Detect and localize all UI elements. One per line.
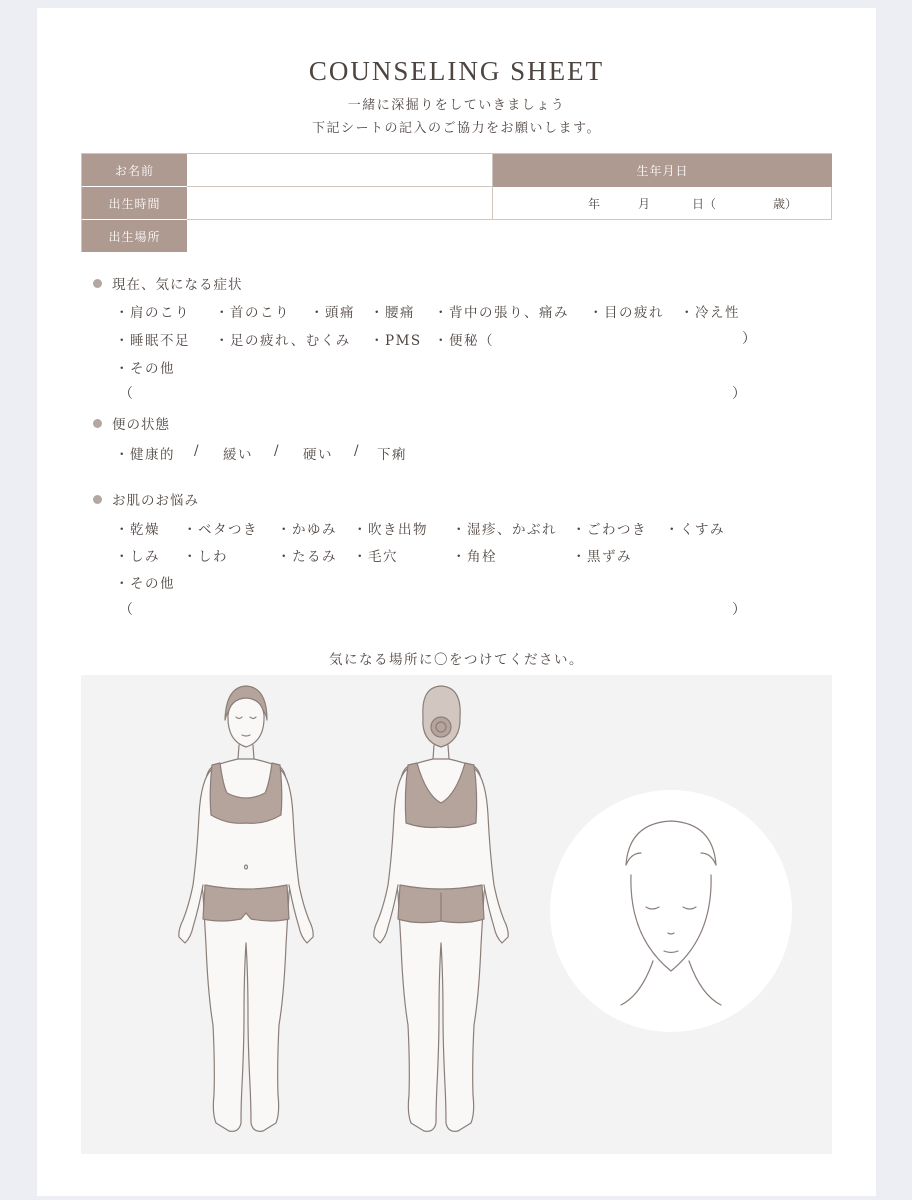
option-leg-fatigue[interactable]: ・足の疲れ、むくみ [215,333,351,349]
subtitle-line-1: 一緒に深掘りをしていきましょう [347,98,566,113]
stool-heading [93,413,170,433]
option-sleep[interactable]: ・睡眠不足 [115,333,190,349]
option-dull[interactable]: ・くすみ [665,522,725,538]
close-paren: ） [742,331,756,347]
dob-day-unit: 日（ [692,197,717,211]
bullet-dot-icon [93,279,102,288]
info-table [81,153,832,252]
skin-other-close-paren: ） [732,602,746,618]
bullet-dot-icon [93,419,102,428]
dob-label: 生年月日 [493,154,832,187]
subtitle-line-2: 下記シートの記入のご協力をお願いします。 [312,121,601,136]
separator: / [354,443,361,459]
option-back-tension[interactable]: ・背中の張り、痛み [434,305,569,321]
option-oily[interactable]: ・ベタつき [183,522,258,538]
option-backache[interactable]: ・腰痛 [370,305,415,321]
symptoms-heading-text: 現在、気になる症状 [112,277,243,293]
name-field[interactable] [187,154,493,187]
bullet-dot-icon [93,495,102,504]
dob-year-unit: 年 [588,197,601,211]
option-rough[interactable]: ・ごわつき [572,522,647,538]
option-cold[interactable]: ・冷え性 [680,305,740,321]
page-title: COUNSELING SHEET [308,56,605,86]
birth-time-field[interactable] [187,187,493,220]
option-hard[interactable]: 硬い [303,447,333,463]
skin-heading [93,489,199,509]
option-diarrhea[interactable]: 下痢 [377,447,407,463]
body-chart-illustration [81,675,832,1154]
option-dark-spots[interactable]: ・黒ずみ [572,549,632,565]
option-spots[interactable]: ・しみ [115,549,160,565]
front-figure [179,686,313,1131]
body-chart-panel[interactable] [81,675,832,1154]
face-diagram [550,790,792,1032]
birth-time-label: 出生時間 [82,187,187,220]
separator: / [274,443,281,459]
option-pms[interactable]: ・PMS [370,333,422,349]
back-figure [374,686,508,1131]
option-neck[interactable]: ・首のこり [215,305,290,321]
option-pores[interactable]: ・毛穴 [353,549,398,565]
option-other[interactable]: ・その他 [115,361,175,377]
option-shoulder[interactable]: ・肩のこり [115,305,190,321]
option-loose[interactable]: 緩い [223,447,253,463]
body-chart-instruction: 気になる場所に〇をつけてください。 [329,652,584,668]
symptoms-heading [93,273,243,293]
option-itch[interactable]: ・かゆみ [277,522,337,538]
skin-heading-text: お肌のお悩み [112,493,199,509]
skin-other-open-paren: （ [119,602,133,618]
option-plugs[interactable]: ・角栓 [452,549,497,565]
birth-place-label: 出生場所 [82,220,187,252]
option-healthy[interactable]: ・健康的 [115,447,175,463]
option-wrinkles[interactable]: ・しわ [183,549,228,565]
option-sagging[interactable]: ・たるみ [277,549,337,565]
option-skin-other[interactable]: ・その他 [115,576,175,592]
option-eye-strain[interactable]: ・目の疲れ [589,305,664,321]
option-headache[interactable]: ・頭痛 [310,305,355,321]
option-eczema[interactable]: ・湿疹、かぶれ [452,522,557,538]
name-label: お名前 [82,154,187,187]
other-close-paren: ） [732,386,746,402]
option-acne[interactable]: ・吹き出物 [353,522,428,538]
option-dryness[interactable]: ・乾燥 [115,522,160,538]
dob-age-unit: 歳） [773,197,798,211]
option-constipation[interactable]: ・便秘（ [434,333,494,349]
dob-month-unit: 月 [638,197,651,211]
dob-field[interactable] [494,187,832,219]
other-open-paren: （ [119,386,133,402]
stool-heading-text: 便の状態 [112,417,170,433]
counseling-sheet [37,8,876,1196]
separator: / [194,443,201,459]
birth-place-field[interactable] [187,220,832,252]
